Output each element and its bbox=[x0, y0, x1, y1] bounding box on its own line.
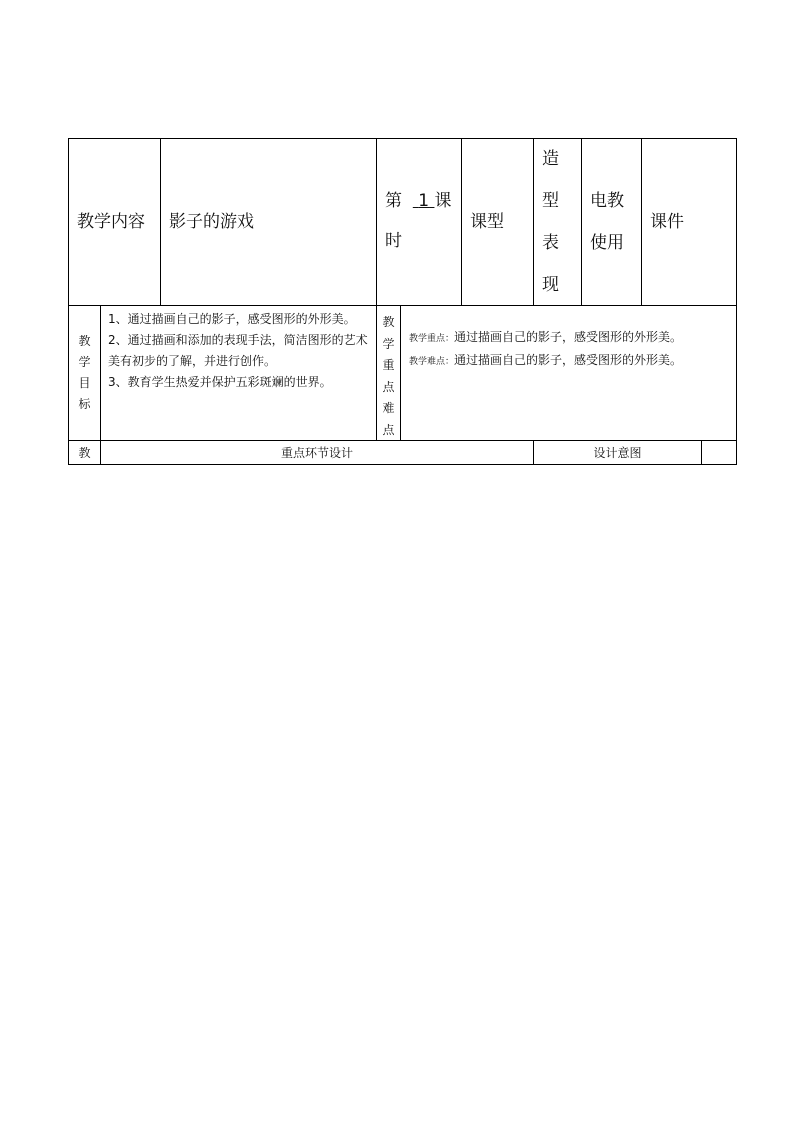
goal-item: 2、通过描画和添加的表现手法，简洁图形的艺术美有初步的了解，并进行创作。 bbox=[108, 333, 368, 368]
difficulty-prefix: 教学难点： bbox=[409, 357, 455, 367]
lesson-number: 1 bbox=[418, 191, 430, 211]
goal-item: 1、通过描画自己的影子，感受图形的外形美。 bbox=[108, 312, 356, 326]
goal-item: 3、教育学生热爱并保护五彩斑斓的世界。 bbox=[108, 375, 332, 389]
goals-label-char: 标 bbox=[78, 397, 91, 411]
type-label-cell bbox=[461, 138, 533, 305]
design-intent-header-cell bbox=[533, 440, 701, 465]
lesson-prefix: 第 bbox=[385, 191, 402, 211]
media-value: 课件 bbox=[650, 212, 684, 232]
type-value-char: 型 bbox=[542, 191, 559, 211]
design-intent-header: 设计意图 bbox=[593, 445, 642, 460]
media-label-cell bbox=[581, 138, 641, 305]
lesson-suffix-1: 课 bbox=[434, 191, 452, 211]
lesson-number-cell bbox=[376, 138, 461, 305]
key-label-char: 点 bbox=[382, 422, 395, 437]
key-label-char: 教 bbox=[382, 315, 395, 329]
key-label-cell bbox=[376, 305, 400, 440]
key-points-cell bbox=[400, 305, 737, 440]
key-point-line bbox=[409, 327, 737, 350]
type-value-char: 表 bbox=[542, 233, 559, 253]
media-label-1: 电教 bbox=[590, 191, 624, 211]
type-value-char: 现 bbox=[542, 275, 559, 295]
key-point-prefix: 教学重点： bbox=[409, 334, 455, 344]
media-value-cell bbox=[641, 138, 737, 305]
type-value-cell bbox=[533, 138, 581, 305]
content-label: 教学内容 bbox=[77, 212, 145, 232]
key-design-header: 重点环节设计 bbox=[280, 445, 353, 460]
goals-cell bbox=[100, 305, 376, 440]
type-label: 课型 bbox=[470, 212, 504, 232]
content-label-cell bbox=[68, 138, 160, 305]
lesson-suffix-2: 时 bbox=[385, 231, 402, 251]
type-value-char: 造 bbox=[542, 149, 559, 169]
goals-label-char: 目 bbox=[78, 376, 91, 390]
key-label-char: 难 bbox=[382, 401, 395, 415]
goals-label-char: 学 bbox=[78, 355, 91, 369]
difficulty-text: 通过描画自己的影子，感受图形的外形美。 bbox=[454, 353, 683, 367]
media-label-2: 使用 bbox=[590, 233, 624, 253]
goals-label-cell bbox=[68, 305, 100, 440]
goals-label-char: 教 bbox=[78, 334, 91, 348]
content-value: 影子的游戏 bbox=[169, 212, 254, 232]
row3-col1: 教 bbox=[78, 445, 91, 460]
difficulty-line bbox=[409, 350, 737, 373]
content-value-cell bbox=[160, 138, 376, 305]
key-label-char: 点 bbox=[382, 379, 395, 394]
key-point-text: 通过描画自己的影子，感受图形的外形美。 bbox=[454, 330, 683, 344]
key-label-char: 重 bbox=[382, 358, 395, 372]
row3-col1-cell bbox=[68, 440, 100, 465]
key-design-header-cell bbox=[100, 440, 533, 465]
key-label-char: 学 bbox=[382, 336, 395, 351]
row3-empty-cell bbox=[701, 440, 737, 465]
